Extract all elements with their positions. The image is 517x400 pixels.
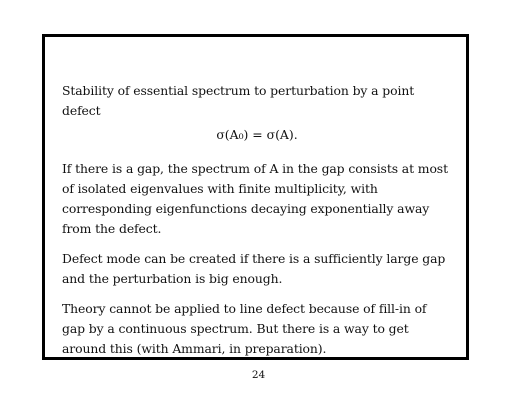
equation: σ(A₀) = σ(A).	[216, 127, 298, 142]
slide-frame	[42, 34, 469, 360]
paragraph-line-defect: Theory cannot be applied to line defect because of fill-in of gap by a continuous spectrum. But there is a way to get around this (with Ammari, in preparation).	[62, 301, 427, 356]
page-number: 24	[251, 369, 266, 381]
slide-heading: Stability of essential spectrum to perturbation by a point defect	[62, 83, 415, 118]
paragraph-gap-spectrum: If there is a gap, the spectrum of A in the gap consists at most of isolated eigenvalues with finite multiplicity, with corresponding eigenfunctions decaying exponentially away from the defect.	[62, 161, 448, 236]
paragraph-defect-mode: Defect mode can be created if there is a sufficiently large gap and the perturbation is big enough.	[62, 251, 446, 286]
slide-content	[62, 81, 452, 359]
